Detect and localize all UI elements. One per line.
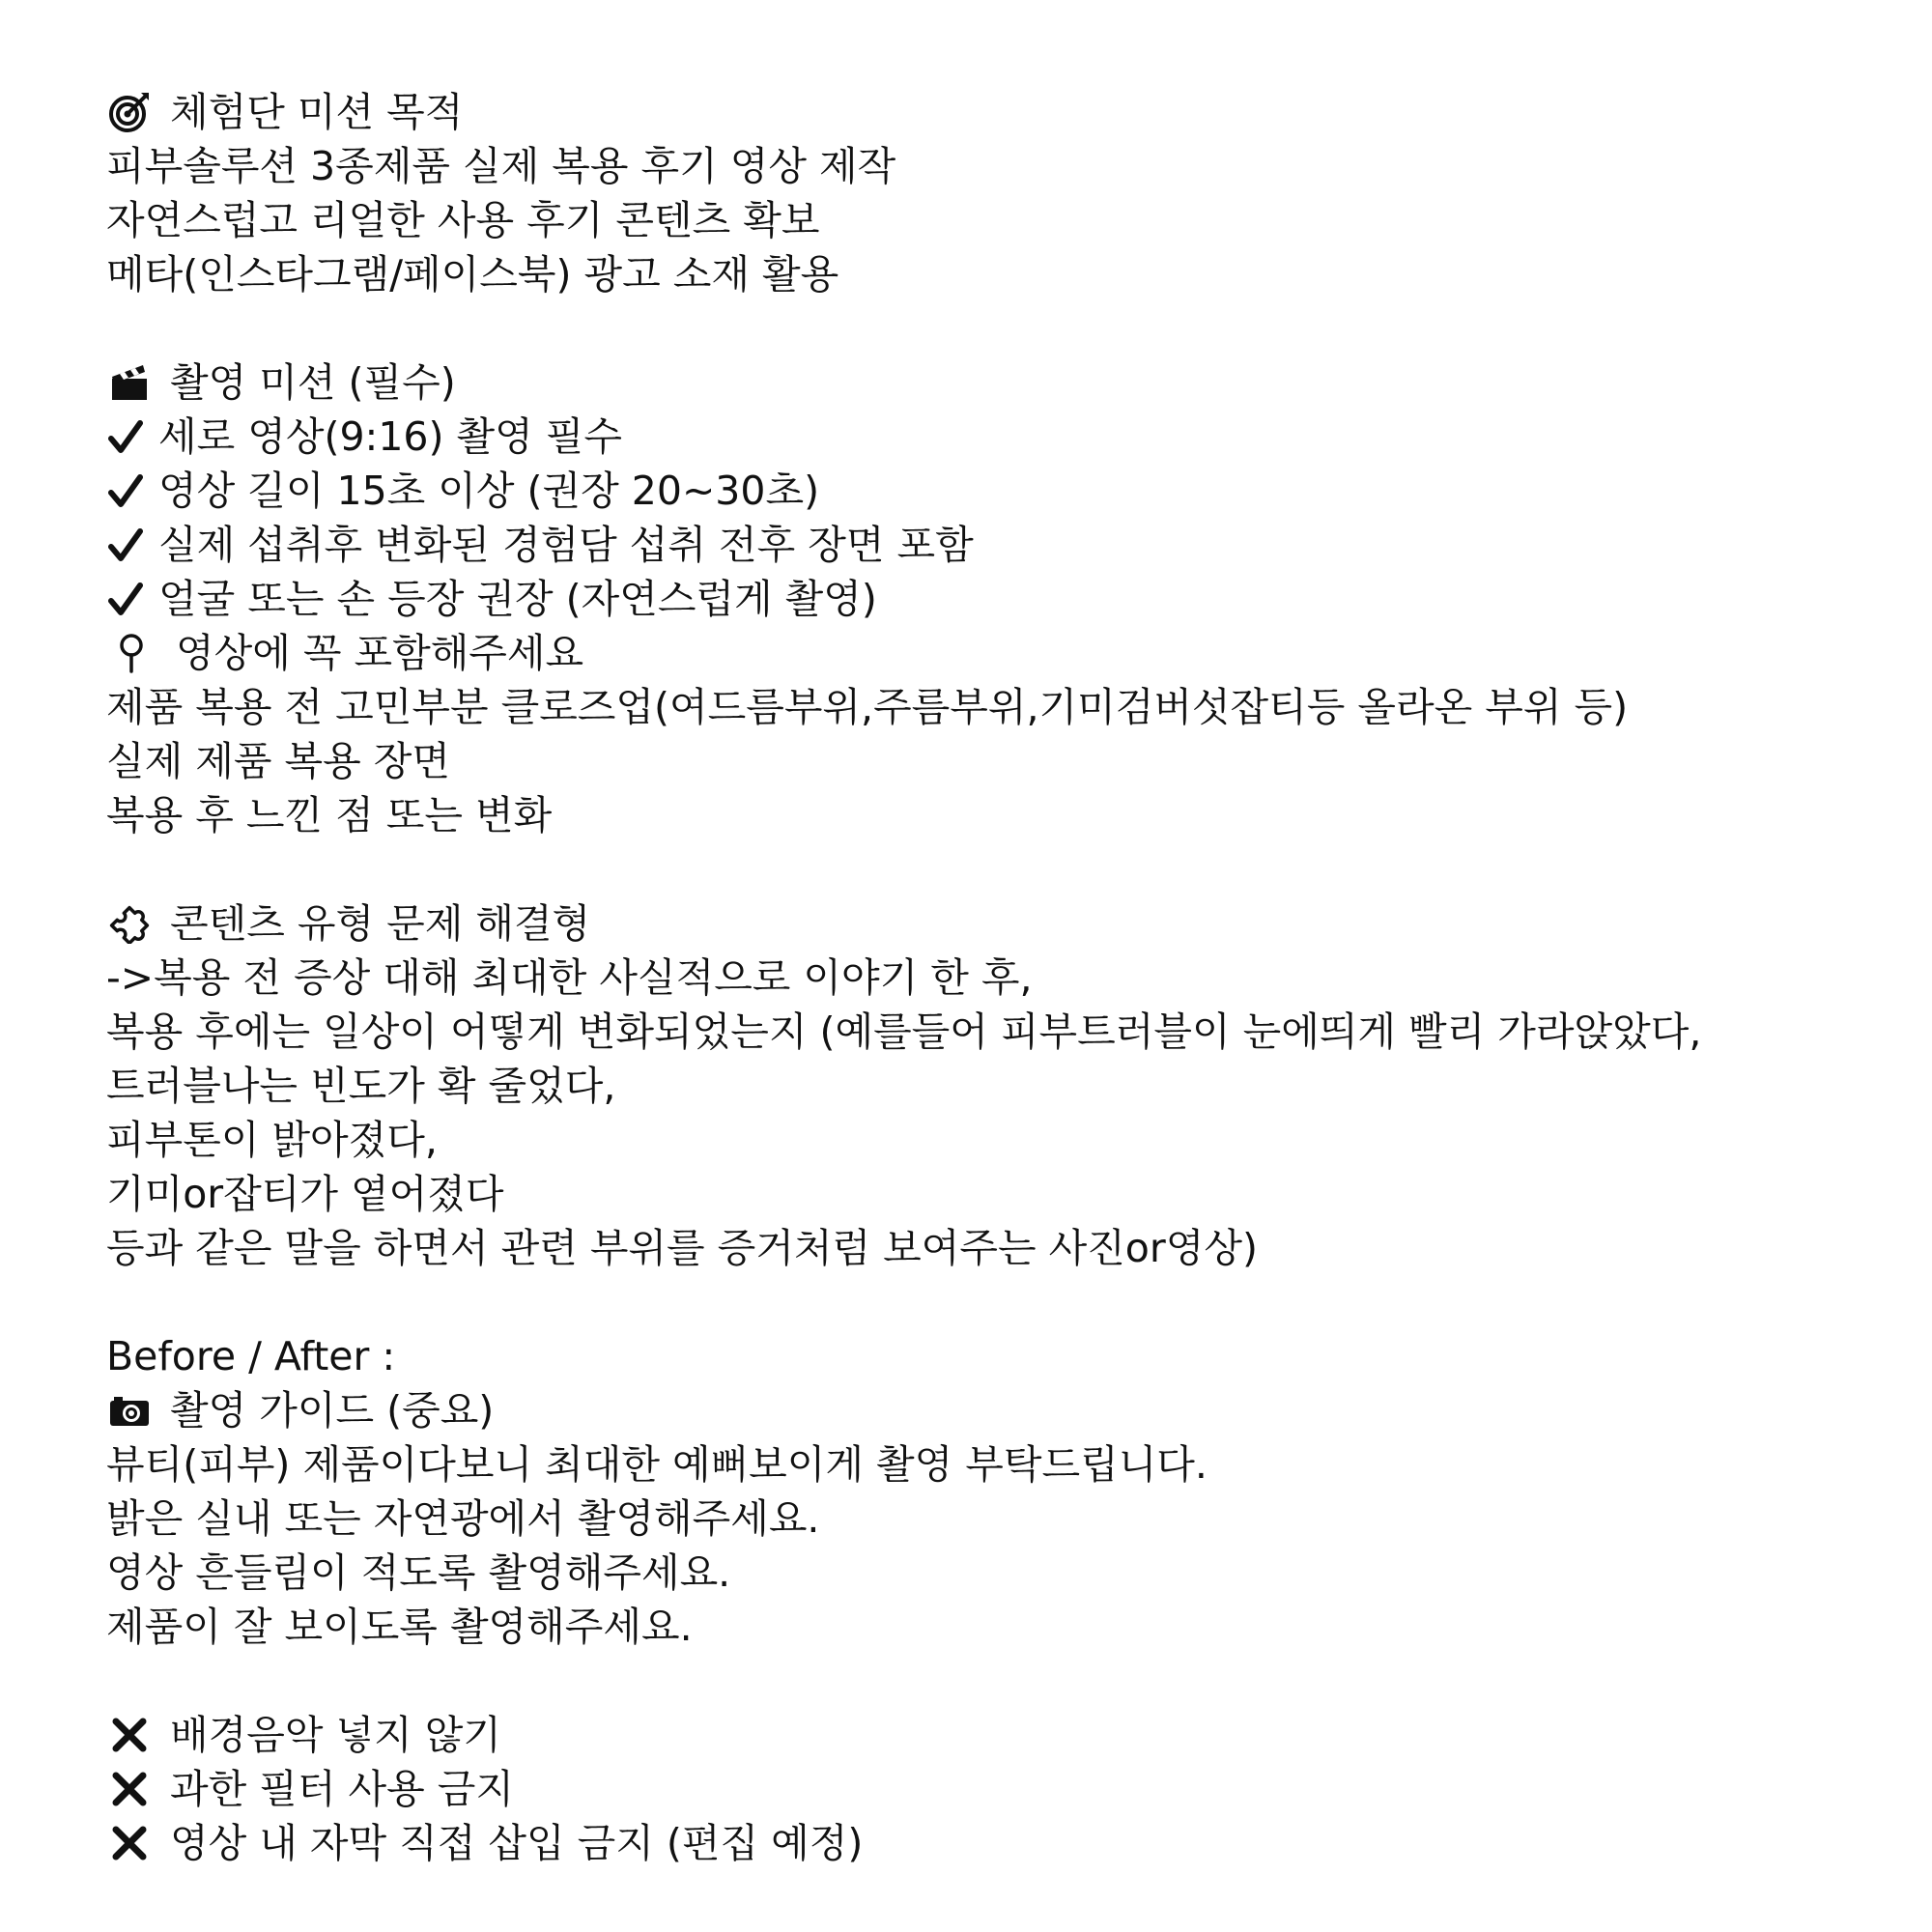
section-gap bbox=[106, 842, 1903, 896]
check-item-label: 세로 영상(9:16) 촬영 필수 bbox=[158, 413, 623, 460]
cross-mark-icon bbox=[106, 1766, 153, 1812]
guide-line: 영상 흔들림이 적도록 촬영해주세요. bbox=[106, 1549, 731, 1596]
check-item-label: 얼굴 또는 손 등장 권장 (자연스럽게 촬영) bbox=[158, 576, 877, 622]
content-line: ->복용 전 증상 대해 최대한 사실적으로 이야기 한 후, bbox=[106, 954, 1033, 1001]
content-line: 피부톤이 밝아졌다, bbox=[106, 1117, 438, 1163]
mission-title: 촬영 미션 (필수) bbox=[170, 359, 456, 406]
content-line: 기미or잡티가 옅어졌다 bbox=[106, 1171, 504, 1217]
camera-icon bbox=[106, 1387, 153, 1434]
mission-check-item bbox=[106, 410, 1903, 464]
purpose-line: 메타(인스타그램/페이스북) 광고 소재 활용 bbox=[106, 251, 839, 298]
cross-mark-icon bbox=[106, 1712, 153, 1758]
puzzle-piece-icon bbox=[106, 900, 153, 947]
include-title: 영상에 꼭 포함해주세요 bbox=[176, 630, 584, 676]
document-body bbox=[106, 85, 1903, 1870]
prohibited-label: 영상 내 자막 직접 삽입 금지 (편집 예정) bbox=[170, 1820, 864, 1866]
include-line: 복용 후 느낀 점 또는 변화 bbox=[106, 792, 553, 838]
check-mark-icon bbox=[106, 576, 145, 622]
clapperboard-icon bbox=[106, 359, 153, 406]
content-line: 복용 후에는 일상이 어떻게 변화되었는지 (예를들어 피부트러블이 눈에띄게 빨리 가라앉았다, bbox=[106, 1009, 1702, 1055]
prohibited-item bbox=[106, 1762, 1903, 1816]
prohibited-item bbox=[106, 1708, 1903, 1762]
purpose-line: 자연스럽고 리얼한 사용 후기 콘텐츠 확보 bbox=[106, 197, 820, 243]
section-gap bbox=[106, 1275, 1903, 1329]
purpose-title: 체험단 미션 목적 bbox=[170, 89, 464, 135]
cross-mark-icon bbox=[106, 1820, 153, 1866]
content-heading bbox=[106, 896, 1903, 951]
mission-heading bbox=[106, 355, 1903, 410]
prohibited-item bbox=[106, 1816, 1903, 1870]
mission-check-item bbox=[106, 464, 1903, 518]
include-line: 실제 제품 복용 장면 bbox=[106, 738, 450, 784]
guide-line: 밝은 실내 또는 자연광에서 촬영해주세요. bbox=[106, 1495, 820, 1542]
check-item-label: 실제 섭취후 변화된 경험담 섭취 전후 장면 포함 bbox=[158, 522, 974, 568]
content-line: 등과 같은 말을 하면서 관련 부위를 증거처럼 보여주는 사진or영상) bbox=[106, 1225, 1258, 1271]
prohibited-label: 배경음악 넣지 않기 bbox=[170, 1712, 501, 1758]
purpose-heading bbox=[106, 85, 1903, 139]
include-line: 제품 복용 전 고민부분 클로즈업(여드름부위,주름부위,기미검버섯잡티등 올라온 부위 등) bbox=[106, 684, 1629, 730]
guide-line: 뷰티(피부) 제품이다보니 최대한 예뻐보이게 촬영 부탁드립니다. bbox=[106, 1441, 1208, 1488]
guide-heading bbox=[106, 1383, 1903, 1437]
before-after-label: Before / After : bbox=[106, 1333, 396, 1379]
include-heading bbox=[106, 626, 1903, 680]
section-gap bbox=[106, 1654, 1903, 1708]
guide-line: 제품이 잘 보이도록 촬영해주세요. bbox=[106, 1604, 693, 1650]
check-item-label: 영상 길이 15초 이상 (권장 20~30초) bbox=[158, 468, 820, 514]
content-title: 콘텐츠 유형 문제 해결형 bbox=[170, 900, 591, 947]
content-line: 트러블나는 빈도가 확 줄었다, bbox=[106, 1063, 616, 1109]
check-mark-icon bbox=[106, 413, 145, 460]
check-mark-icon bbox=[106, 468, 145, 514]
location-pin-icon bbox=[112, 630, 151, 676]
target-dart-icon bbox=[106, 89, 153, 135]
purpose-line: 피부솔루션 3종제품 실제 복용 후기 영상 제작 bbox=[106, 143, 896, 189]
section-gap bbox=[106, 301, 1903, 355]
mission-check-item bbox=[106, 572, 1903, 626]
guide-title: 촬영 가이드 (중요) bbox=[170, 1387, 495, 1434]
prohibited-label: 과한 필터 사용 금지 bbox=[170, 1766, 514, 1812]
check-mark-icon bbox=[106, 522, 145, 568]
mission-check-item bbox=[106, 518, 1903, 572]
